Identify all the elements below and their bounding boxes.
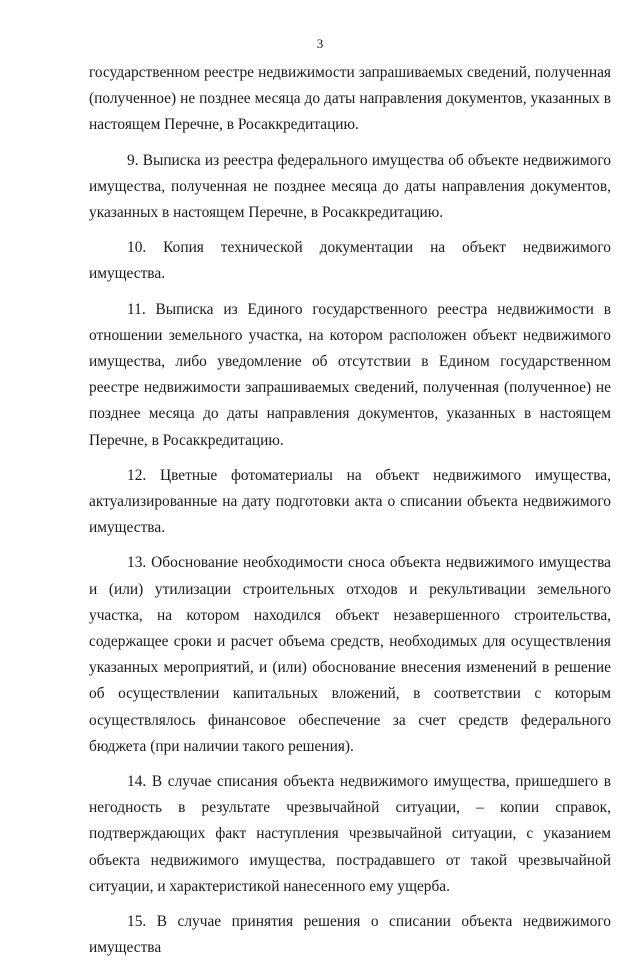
paragraph-item-13: 13. Обоснование необходимости сноса объекта недвижимого имущества и (или) утилизации строительных отходов и рекультивации земельного участка, на котором находился объект незавершенного строительства, содержащее сроки и расчет объема средств, необходимых для осуществления указанных мероприятий, и (или) обоснование внесения изменений в решение об осуществлении капитальных вложений, в соответствии с которым осуществлялось финансовое обеспечение за счет средств федерального бюджета (при наличии такого решения). xyxy=(89,554,611,755)
paragraph-item-15: 15. В случае принятия решения о списании объекта недвижимого имущества xyxy=(89,913,611,957)
page-number: 3 xyxy=(316,36,324,51)
paragraph-item-10: 10. Копия технической документации на объект недвижимого имущества. xyxy=(89,239,611,283)
paragraph-item-11: 11. Выписка из Единого государственного реестра недвижимости в отношении земельного участка, на котором расположен объект недвижимого имущества, либо уведомление об отсутствии в Едином государственном реестре недвижимости запрашиваемых сведений, полученная (полученное) не позднее месяца до даты направления документов, указанных в настоящем Перечне, в Росаккредитацию. xyxy=(89,300,611,449)
paragraph-continuation: государственном реестре недвижимости запрашиваемых сведений, полученная (полученное) не позднее месяца до даты направления документов, указанных в настоящем Перечне, в Росаккредитацию. xyxy=(89,64,611,134)
document-body xyxy=(89,60,611,962)
paragraph-item-14: 14. В случае списания объекта недвижимого имущества, пришедшего в негодность в результате чрезвычайной ситуации, – копии справок, подтверждающих факт наступления чрезвычайной ситуации, с указанием объекта недвижимого имущества, пострадавшего от такой чрезвычайной ситуации, и характеристикой нанесенного ему ущерба. xyxy=(89,773,611,895)
paragraph-item-9: 9. Выписка из реестра федерального имущества об объекте недвижимого имущества, полученная не позднее месяца до даты направления документов, указанных в настоящем Перечне, в Росаккредитацию. xyxy=(89,151,611,222)
paragraph-item-12: 12. Цветные фотоматериалы на объект недвижимого имущества, актуализированные на дату подготовки акта о списании объекта недвижимого имущества. xyxy=(89,466,611,537)
